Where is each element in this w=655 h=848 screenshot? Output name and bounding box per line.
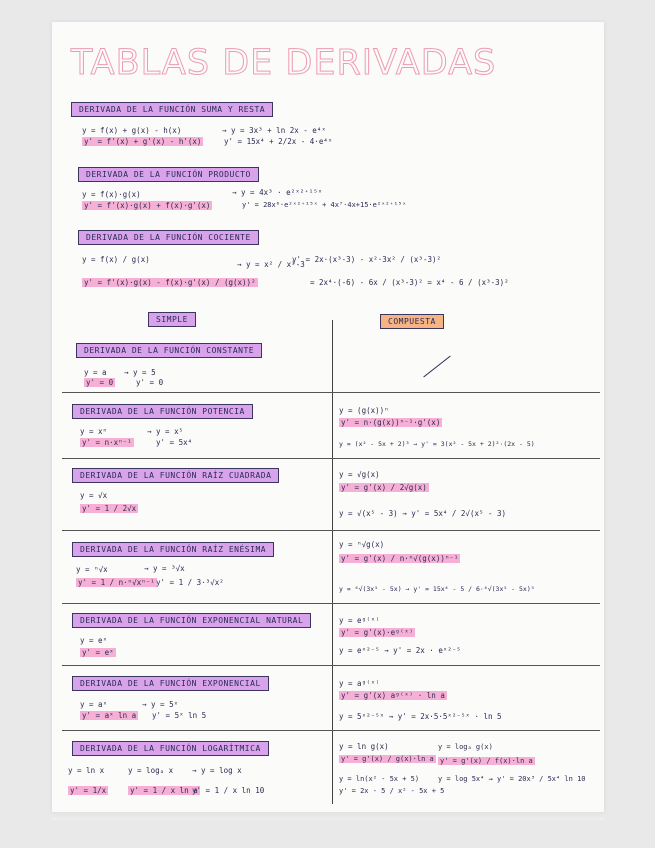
formula	[80, 711, 138, 721]
formula	[80, 504, 138, 514]
compuesta-example: y' = 2x - 5 / x² - 5x + 5	[339, 787, 445, 795]
example: y = logₐ x	[128, 766, 174, 775]
empty-mark	[423, 356, 450, 378]
compuesta-example: y = eˣ²⁻⁵ → y' = 2x · eˣ²⁻⁵	[339, 646, 461, 655]
section-header-suma-resta: DERIVADA DE LA FUNCIÓN SUMA Y RESTA	[71, 102, 273, 117]
row-divider	[62, 458, 600, 459]
formula	[82, 137, 203, 147]
formula: y = f(x) / g(x)	[82, 255, 150, 264]
column-header-simple: SIMPLE	[148, 312, 196, 327]
formula-highlight: y' = g'(x) / 2√g(x)	[341, 483, 427, 492]
section-header-raiz-enesima: DERIVADA DE LA FUNCIÓN RAÍZ ENÉSIMA	[72, 542, 274, 557]
compuesta-formula: y = eᵍ⁽ˣ⁾	[339, 616, 380, 625]
formula-highlight: y' = n·(g(x))ⁿ⁻¹·g'(x)	[341, 418, 441, 427]
compuesta-formula	[339, 483, 429, 493]
formula-highlight: y' = 1 / 2√x	[82, 504, 137, 513]
section-header-producto: DERIVADA DE LA FUNCIÓN PRODUCTO	[78, 167, 259, 182]
example: y' = 28x⁶·e²ˣ²⁺¹⁵ˣ + 4x⁷·4x+15·e²ˣ²⁺¹⁵ˣ	[242, 201, 407, 209]
formula-highlight: y' = 1 / n·ⁿ√xⁿ⁻¹	[78, 578, 155, 587]
formula: y = f(x) + g(x) - h(x)	[82, 126, 182, 135]
compuesta-formula	[339, 754, 436, 764]
formula: y = ⁿ√x	[76, 565, 108, 574]
formula: y = a	[84, 368, 107, 377]
example: y' = 1 / x ln 10	[192, 786, 265, 795]
notes-page	[52, 22, 604, 812]
section-header-logaritmica: DERIVADA DE LA FUNCIÓN LOGARÍTMICA	[72, 741, 269, 756]
formula-highlight: y' = eˣ	[82, 648, 114, 657]
section-header-constante: DERIVADA DE LA FUNCIÓN CONSTANTE	[76, 343, 262, 358]
example: y' = 15x⁴ + 2/2x - 4·e⁴ˣ	[224, 137, 333, 146]
row-divider	[62, 392, 600, 393]
section-header-cociente: DERIVADA DE LA FUNCIÓN COCIENTE	[78, 230, 259, 245]
example: → y = 3x³ + ln 2x - e⁴ˣ	[222, 126, 326, 135]
compuesta-example: y = √(x⁵ - 3) → y' = 5x⁴ / 2√(x⁵ - 3)	[339, 509, 507, 518]
formula-highlight: y' = n·xⁿ⁻¹	[82, 438, 132, 447]
formula-highlight: y' = aˣ ln a	[82, 711, 137, 720]
row-divider	[62, 665, 600, 666]
example: y' = 2x·(x³-3) - x²·3x² / (x³-3)²	[292, 255, 442, 264]
example: = 2x⁴·(-6) - 6x / (x³-3)² = x⁴ - 6 / (x³-3)²	[310, 278, 509, 287]
compuesta-formula	[339, 554, 460, 564]
example: → y = log x	[192, 766, 242, 775]
section-header-raiz-cuadrada: DERIVADA DE LA FUNCIÓN RAÍZ CUADRADA	[72, 468, 279, 483]
formula-highlight: y' = g'(x)·eᵍ⁽ˣ⁾	[341, 628, 414, 637]
row-divider	[62, 530, 600, 531]
compuesta-example: y = 5ˣ²⁻⁵ˣ → y' = 2x·5·5ˣ²⁻⁵ˣ · ln 5	[339, 712, 502, 721]
formula	[82, 201, 212, 211]
column-header-compuesta: COMPUESTA	[380, 314, 444, 329]
example	[128, 786, 200, 796]
section-header-potencia: DERIVADA DE LA FUNCIÓN POTENCIA	[72, 404, 253, 419]
compuesta-formula: y = ⁿ√g(x)	[339, 540, 385, 549]
example: y' = 1 / 3·³√x²	[156, 578, 224, 587]
compuesta-formula: y = logₐ g(x)	[438, 743, 493, 751]
formula	[80, 648, 116, 658]
formula: y = eˣ	[80, 636, 108, 645]
formula: y = f(x)·g(x)	[82, 190, 141, 199]
formula-highlight: y' = f'(x) + g'(x) - h'(x)	[84, 137, 202, 146]
compuesta-formula	[339, 691, 447, 701]
formula-highlight: y' = 1/x	[70, 786, 107, 795]
compuesta-formula: y = (g(x))ⁿ	[339, 406, 389, 415]
compuesta-example: y = ln(x² - 5x + 5)	[339, 775, 420, 783]
example: y' = 0	[136, 378, 164, 387]
formula-highlight: y' = g'(x) / g(x)·ln a	[341, 755, 434, 763]
page-title: TABLAS DE DERIVADAS	[71, 43, 497, 83]
compuesta-example: y = (x² - 5x + 2)³ → y' = 3(x² - 5x + 2)²·(2x - 5)	[339, 440, 535, 448]
compuesta-formula	[438, 756, 535, 766]
formula-highlight: y' = 1 / x ln a	[130, 786, 198, 795]
formula-highlight: y' = g'(x) / f(x)·ln a	[440, 757, 533, 765]
compuesta-formula: y = aᵍ⁽ˣ⁾	[339, 679, 380, 688]
example: y' = 5x⁴	[156, 438, 193, 447]
formula: y = aˣ	[80, 700, 108, 709]
section-header-exponencial: DERIVADA DE LA FUNCIÓN EXPONENCIAL	[72, 676, 269, 691]
compuesta-formula: y = √g(x)	[339, 470, 380, 479]
formula: y = √x	[80, 491, 108, 500]
formula-highlight: y' = f'(x)·g(x) - f(x)·g'(x) / (g(x))²	[84, 278, 256, 287]
example: → y = 5ˣ	[142, 700, 179, 709]
compuesta-formula	[339, 628, 415, 638]
formula-highlight: y' = g'(x) / n·ⁿ√(g(x))ⁿ⁻¹	[341, 554, 459, 563]
example: → y = ³√x	[144, 564, 185, 573]
row-divider	[62, 603, 600, 604]
formula	[80, 438, 134, 448]
formula	[76, 578, 157, 588]
formula: y = xⁿ	[80, 427, 108, 436]
compuesta-example: y = log 5x⁴ → y' = 20x³ / 5x⁴ ln 10	[438, 775, 586, 783]
row-divider	[62, 730, 600, 731]
formula	[68, 786, 108, 796]
section-header-exponencial-natural: DERIVADA DE LA FUNCIÓN EXPONENCIAL NATURAL	[72, 613, 311, 628]
formula-highlight: y' = f'(x)·g(x) + f(x)·g'(x)	[84, 201, 211, 210]
compuesta-formula: y = ln g(x)	[339, 742, 389, 751]
example: → y = 5	[124, 368, 156, 377]
compuesta-formula	[339, 418, 442, 428]
example: → y = x⁵	[147, 427, 184, 436]
compuesta-example: y = ⁶√(3x⁵ - 5x) → y' = 15x⁴ - 5 / 6·⁶√(3x⁵ - 5x)⁵	[339, 585, 535, 593]
formula-highlight: y' = 0	[86, 378, 114, 387]
example: → y = 4x³ · e²ˣ²⁺¹⁵ˣ	[232, 188, 323, 197]
formula-highlight: y' = g'(x) aᵍ⁽ˣ⁾ · ln a	[341, 691, 445, 700]
formula	[82, 278, 258, 288]
formula	[84, 378, 115, 388]
formula: y = ln x	[68, 766, 105, 775]
example: y' = 5ˣ ln 5	[152, 711, 207, 720]
example: → y = x² / x³-3	[237, 260, 305, 269]
